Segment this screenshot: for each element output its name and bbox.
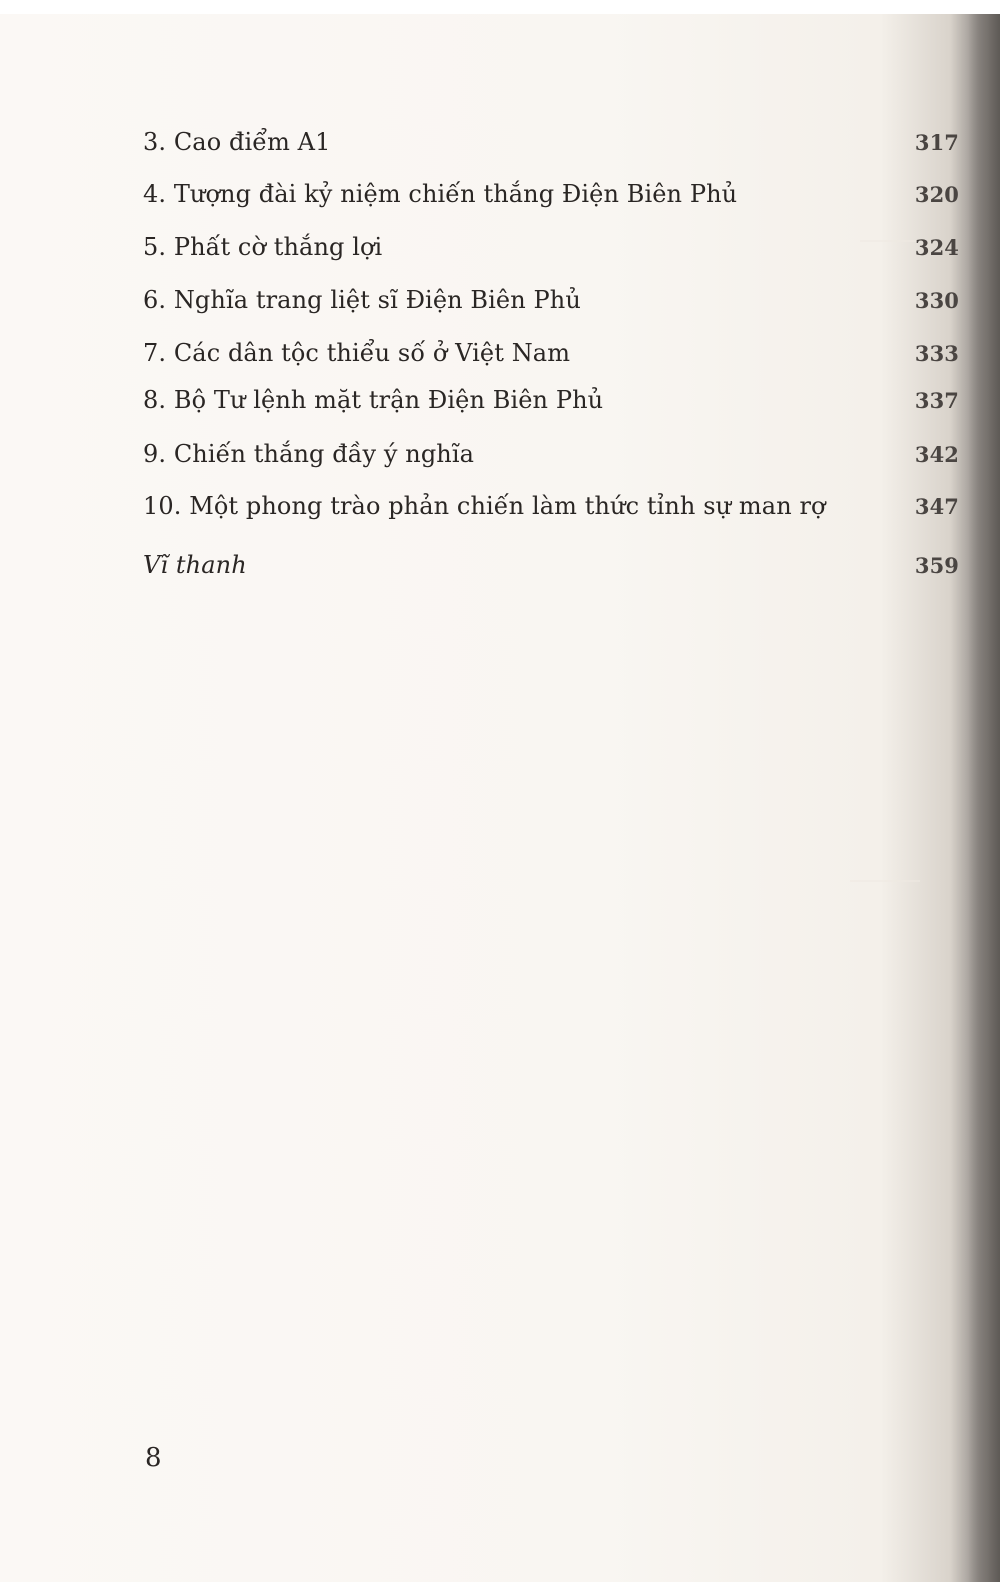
toc-entry-page: 324 xyxy=(914,235,959,260)
top-margin-strip xyxy=(0,0,1000,14)
toc-entry-page: 330 xyxy=(914,288,959,313)
show-through-mark xyxy=(850,880,920,882)
toc-entry[interactable] xyxy=(143,286,959,326)
toc-entry-page: 317 xyxy=(914,130,959,155)
toc-entry-page: 337 xyxy=(914,388,959,413)
toc-entry-title: Vĩ thanh xyxy=(143,551,247,579)
binding-shadow xyxy=(968,14,1000,1582)
toc-entry-title: 7. Các dân tộc thiểu số ở Việt Nam xyxy=(143,339,571,367)
toc-entry[interactable] xyxy=(143,551,959,591)
toc-entry[interactable] xyxy=(143,386,959,426)
toc-entry[interactable] xyxy=(143,180,959,220)
toc-entry[interactable] xyxy=(143,440,959,480)
toc-entry-title: 9. Chiến thắng đầy ý nghĩa xyxy=(143,440,475,468)
toc-entry-title: 8. Bộ Tư lệnh mặt trận Điện Biên Phủ xyxy=(143,386,604,414)
toc-entry-title: 3. Cao điểm A1 xyxy=(143,128,331,156)
toc-entry[interactable] xyxy=(143,339,959,379)
toc-entry-title: 6. Nghĩa trang liệt sĩ Điện Biên Phủ xyxy=(143,286,581,314)
toc-entry-page: 333 xyxy=(914,341,959,366)
toc-entry-page: 359 xyxy=(914,553,959,578)
toc-entry[interactable] xyxy=(143,128,959,168)
page-number: 8 xyxy=(145,1443,162,1473)
toc-entry[interactable] xyxy=(143,492,959,532)
toc-entry-page: 347 xyxy=(914,494,959,519)
toc-entry-page: 342 xyxy=(914,442,959,467)
toc-entry-title: 4. Tượng đài kỷ niệm chiến thắng Điện Biên Phủ xyxy=(143,180,738,208)
toc-entry-title: 10. Một phong trào phản chiến làm thức tỉnh sự man rợ xyxy=(143,492,826,520)
toc-entry-page: 320 xyxy=(914,182,959,207)
toc-entry-title: 5. Phất cờ thắng lợi xyxy=(143,233,383,261)
toc-entry[interactable] xyxy=(143,233,959,273)
